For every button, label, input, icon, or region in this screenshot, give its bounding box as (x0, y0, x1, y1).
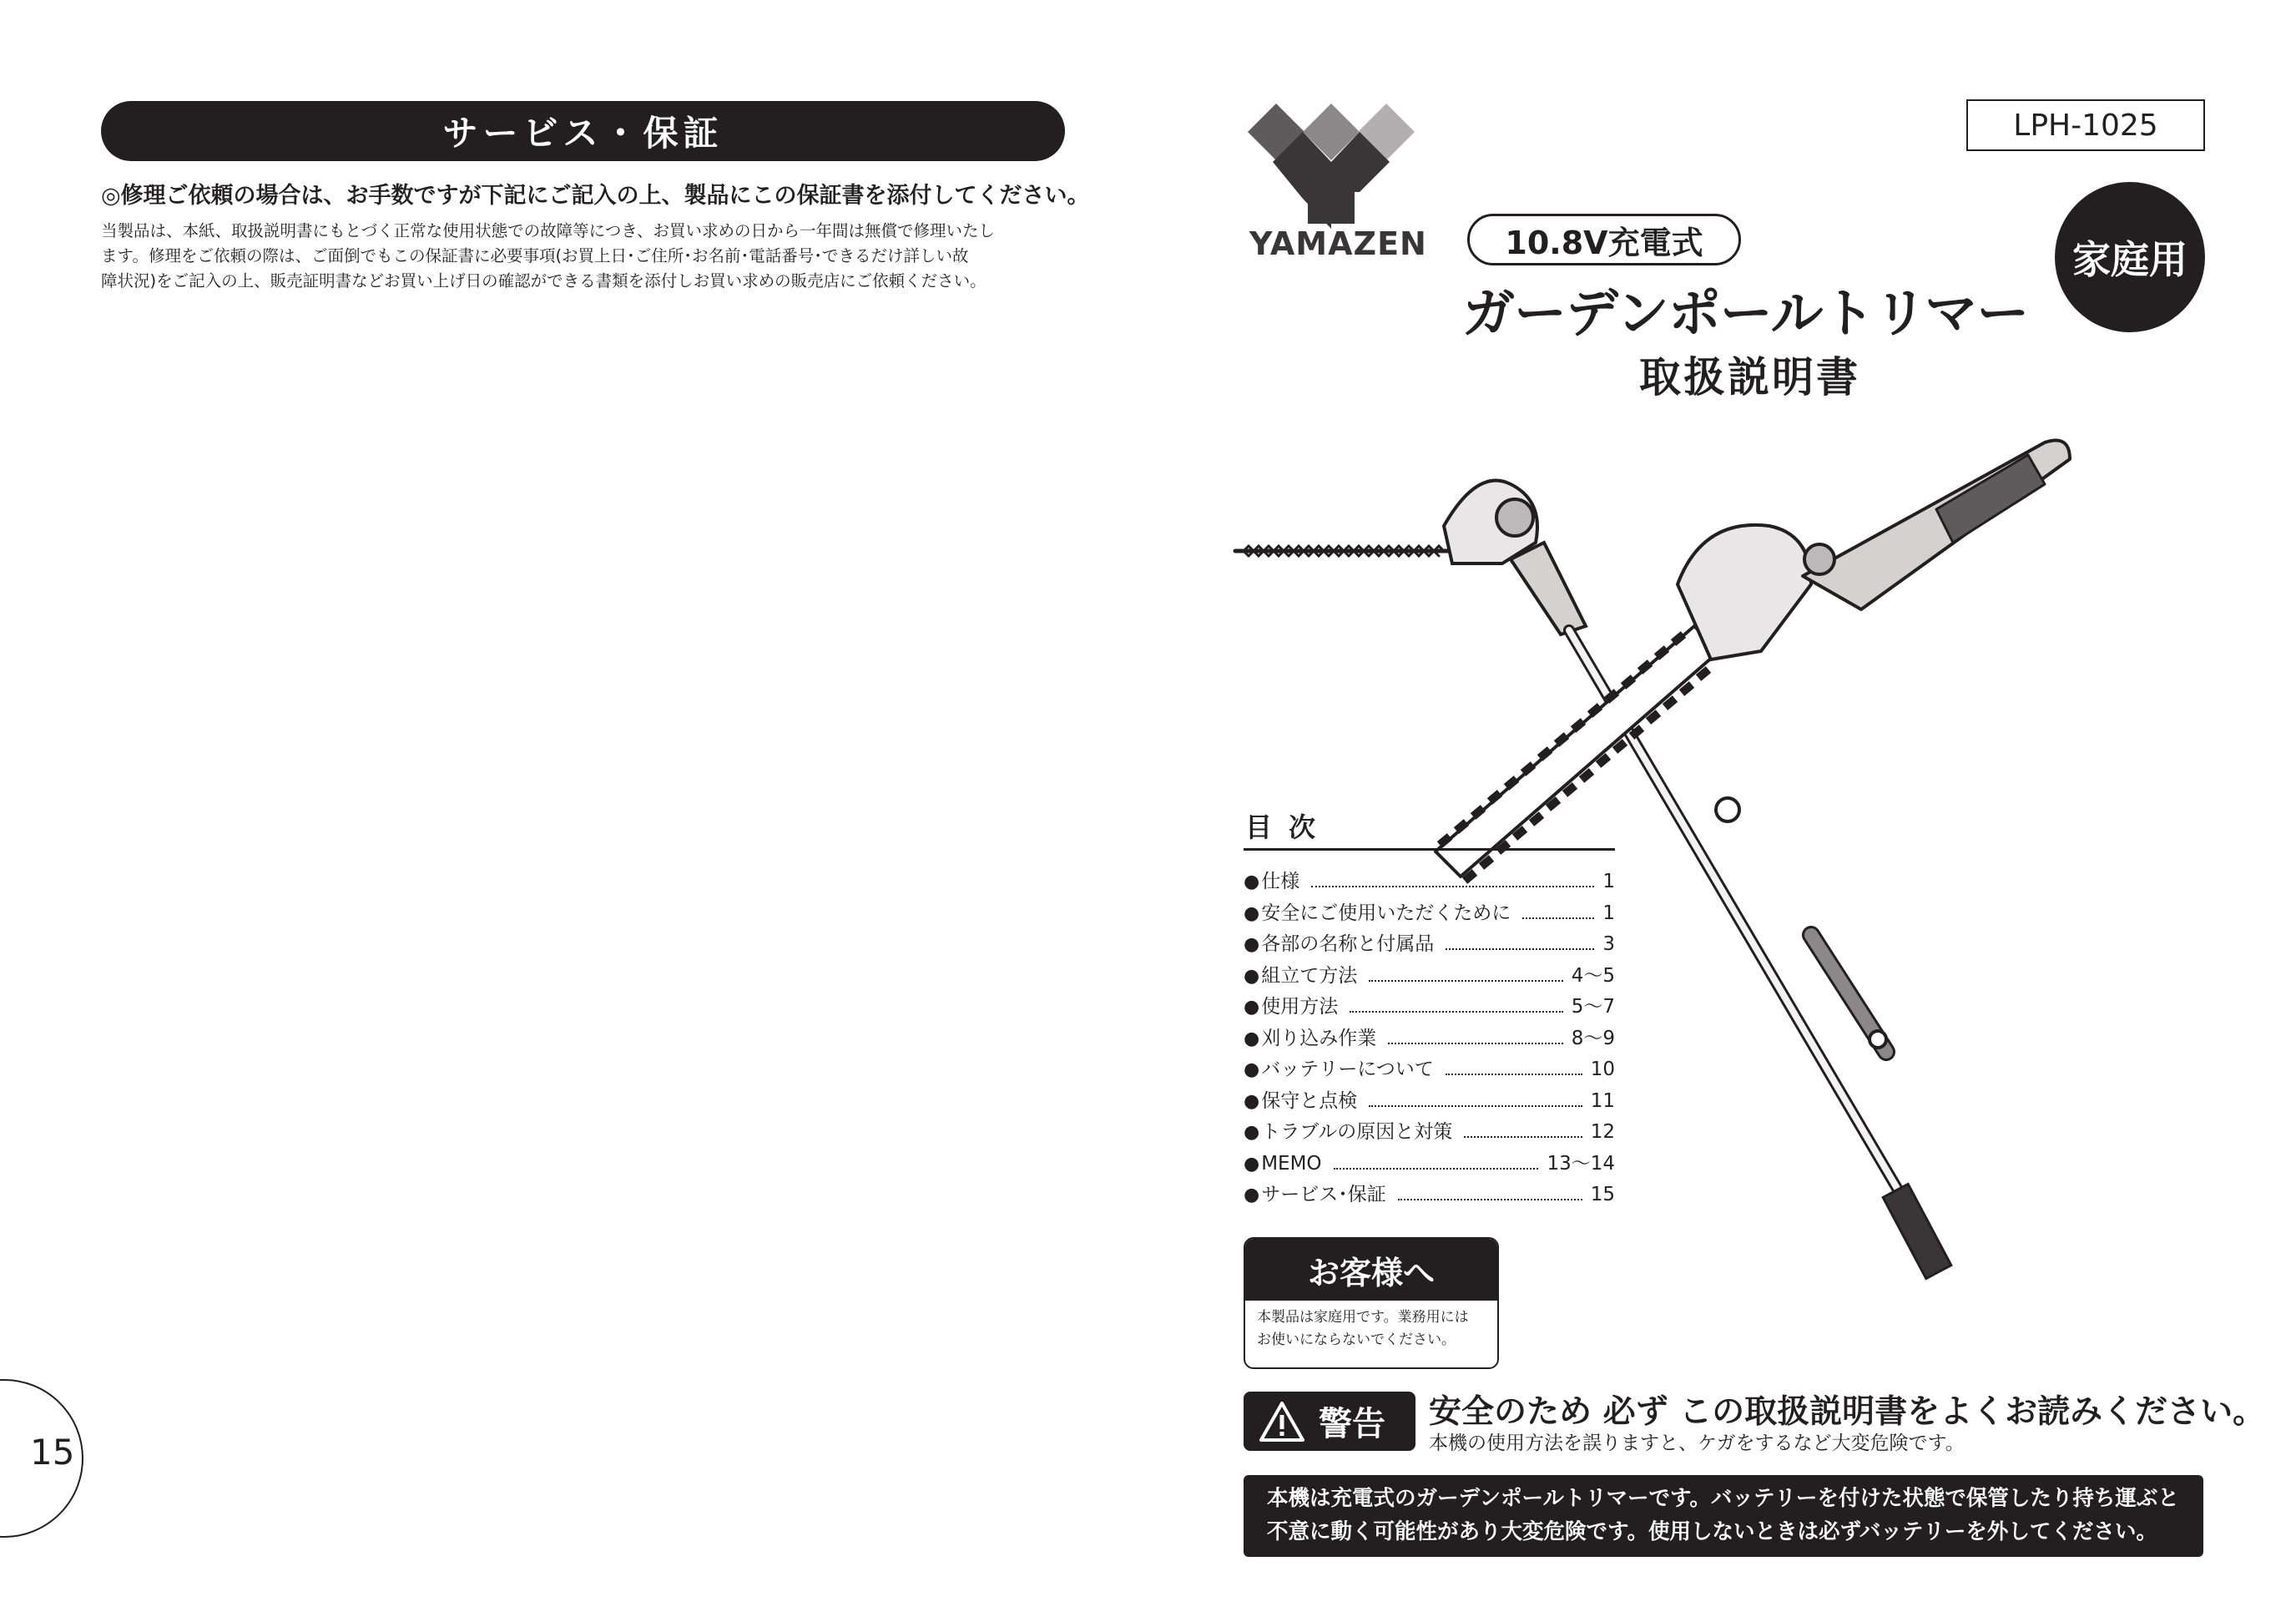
toc-item-label: 組立て方法 (1261, 964, 1358, 987)
table-of-contents (1244, 866, 1615, 1210)
brand-name: YAMAZEN (1249, 225, 1427, 262)
toc-item-page: 1 (1602, 871, 1615, 892)
home-use-badge (2055, 182, 2205, 332)
toc-item-page: 15 (1590, 1184, 1615, 1205)
toc-item-label: 使用方法 (1261, 996, 1339, 1018)
customer-notice-line: 本製品は家庭用です。業務用には (1257, 1309, 1469, 1326)
customer-notice-body (1245, 1301, 1497, 1357)
toc-item[interactable] (1244, 1179, 1615, 1210)
bullet-icon: ● (1244, 934, 1260, 955)
toc-leader-dots (1388, 1043, 1563, 1044)
toc-leader-dots (1334, 1168, 1539, 1170)
bullet-icon: ● (1244, 997, 1260, 1018)
toc-item-label: 安全にご使用いただくために (1261, 902, 1511, 924)
toc-item-label: バッテリーについて (1261, 1059, 1434, 1080)
repair-request-body (101, 219, 1069, 294)
toc-item-label: 刈り込み作業 (1261, 1027, 1377, 1049)
toc-leader-dots (1350, 1011, 1563, 1013)
customer-notice-line: お使いにならないでください。 (1257, 1331, 1456, 1348)
toc-divider (1244, 848, 1615, 851)
toc-item-page: 5〜7 (1571, 996, 1615, 1018)
customer-notice (1244, 1237, 1499, 1369)
bullet-icon: ● (1244, 1090, 1260, 1112)
warning-badge (1244, 1392, 1415, 1451)
toc-leader-dots (1398, 1199, 1582, 1200)
toc-item-label: トラブルの原因と対策 (1261, 1121, 1453, 1143)
toc-item[interactable] (1244, 991, 1615, 1023)
bullet-icon: ● (1244, 965, 1260, 987)
page-number: 15 (30, 1432, 75, 1473)
customer-notice-heading: お客様へ (1245, 1239, 1497, 1301)
toc-item-label: 各部の名称と付属品 (1261, 933, 1435, 955)
toc-heading: 目次 (1245, 811, 1333, 843)
repair-request-line: ます。修理をご依頼の際は、ご面倒でもこの保証書に必要事項(お買上日･ご住所･お名前･電話番号･できるだけ詳しい故 (101, 246, 969, 265)
repair-request-heading: ◎修理ご依頼の場合は、お手数ですが下記にご記入の上、製品にこの保証書を添付してください。 (101, 183, 1090, 209)
section-title-banner (101, 101, 1065, 161)
bullet-icon: ● (1244, 1028, 1260, 1049)
toc-item-page: 3 (1602, 933, 1615, 955)
toc-item-page: 1 (1602, 902, 1615, 924)
toc-item-label: 仕様 (1261, 871, 1300, 892)
warning-subtext: 本機の使用方法を誤りますと、ケガをするなど大変危険です。 (1429, 1433, 1965, 1454)
toc-leader-dots (1369, 980, 1563, 982)
toc-leader-dots (1446, 1074, 1582, 1075)
battery-notice-line: 不意に動く可能性があり大変危険です。使用しないときは必ずバッテリーを外してください。 (1267, 1519, 2157, 1544)
toc-item[interactable] (1244, 960, 1615, 992)
toc-item[interactable] (1244, 928, 1615, 960)
bullet-icon: ● (1244, 1122, 1260, 1143)
toc-item-page: 8〜9 (1571, 1027, 1615, 1049)
document-title: 取扱説明書 (1639, 353, 1860, 402)
warning-triangle-icon (1259, 1401, 1305, 1443)
toc-item[interactable] (1244, 1148, 1615, 1180)
toc-item[interactable] (1244, 897, 1615, 929)
bullet-icon: ● (1244, 1153, 1260, 1175)
section-title: サービス・保証 (442, 113, 724, 154)
toc-item-label: MEMO (1261, 1152, 1322, 1175)
warning-label: 警告 (1319, 1405, 1385, 1443)
toc-item-label: 保守と点検 (1261, 1089, 1358, 1112)
toc-item[interactable] (1244, 1023, 1615, 1054)
battery-notice-line: 本機は充電式のガーデンポールトリマーです。バッテリーを付けた状態で保管したり持ち運ぶと (1267, 1486, 2179, 1511)
product-name: ガーデンポールトリマー (1462, 283, 2029, 344)
toc-item[interactable] (1244, 1054, 1615, 1085)
toc-leader-dots (1369, 1105, 1582, 1107)
toc-item[interactable] (1244, 1116, 1615, 1148)
toc-item-page: 13〜14 (1547, 1152, 1615, 1175)
toc-item-page: 11 (1590, 1089, 1615, 1112)
bullet-icon: ● (1244, 1185, 1260, 1205)
repair-request-line: 当製品は、本紙、取扱説明書にもとづく正常な使用状態での故障等につき、お買い求めの日から一年間は無償で修理いたし (101, 221, 995, 240)
toc-leader-dots (1311, 886, 1594, 887)
toc-leader-dots (1446, 948, 1594, 950)
bullet-icon: ● (1244, 872, 1260, 892)
voltage-label: 10.8V充電式 (1467, 214, 1741, 265)
toc-item-page: 10 (1590, 1059, 1615, 1080)
toc-item-page: 4〜5 (1571, 964, 1615, 987)
toc-leader-dots (1464, 1136, 1582, 1138)
model-number: LPH-1025 (1966, 99, 2205, 151)
warning-headline: 安全のため 必ず この取扱説明書をよくお読みください。 (1429, 1393, 2266, 1431)
toc-item-page: 12 (1590, 1121, 1615, 1143)
home-use-badge-label: 家庭用 (2072, 237, 2188, 282)
repair-request-line: 障状況)をご記入の上、販売証明書などお買い上げ日の確認ができる書類を添付しお買い求めの販売店にご依頼ください。 (101, 271, 987, 291)
bullet-icon: ● (1244, 902, 1260, 924)
toc-item-label: サービス･保証 (1261, 1184, 1386, 1205)
toc-item[interactable] (1244, 1085, 1615, 1117)
toc-leader-dots (1522, 917, 1594, 919)
battery-notice (1244, 1475, 2203, 1557)
toc-item[interactable] (1244, 866, 1615, 897)
bullet-icon: ● (1244, 1059, 1260, 1080)
